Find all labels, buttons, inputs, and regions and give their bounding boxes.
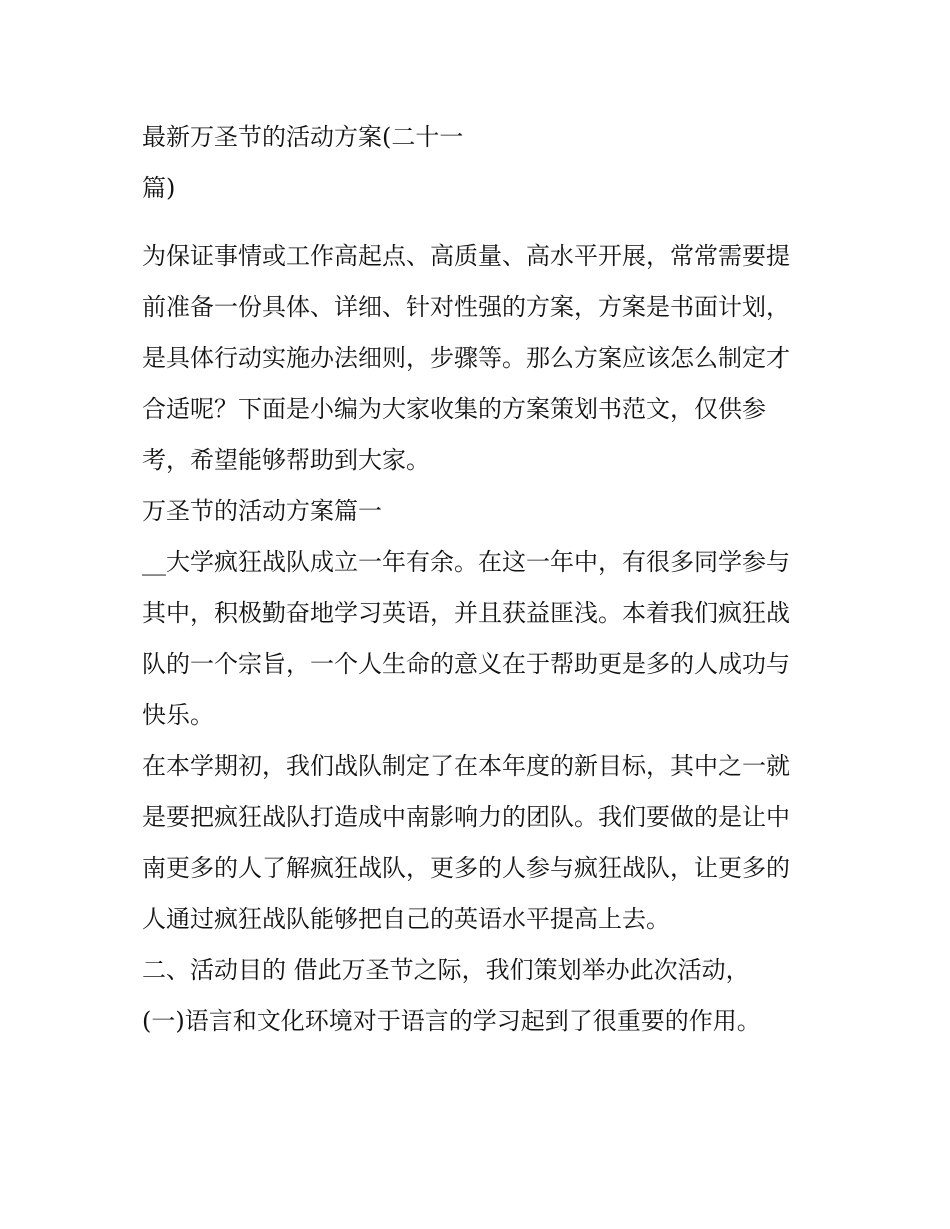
text-line: 二、活动目的 借此万圣节之际，我们策划举办此次活动， xyxy=(142,956,750,984)
body-paragraph xyxy=(142,537,816,741)
body-paragraph xyxy=(142,996,816,1047)
text-line: 前准备一份具体、详细、针对性强的方案，方案是书面计划， xyxy=(142,293,790,321)
document-content xyxy=(142,112,816,1047)
document-title xyxy=(142,112,816,214)
title-line: 最新万圣节的活动方案(二十一 xyxy=(142,123,464,151)
text-line: 在本学期初，我们战队制定了在本年度的新目标，其中之一就 xyxy=(142,752,790,780)
text-line: 是具体行动实施办法细则，步骤等。那么方案应该怎么制定才 xyxy=(142,344,790,372)
text-line: __大学疯狂战队成立一年有余。在这一年中，有很多同学参与 xyxy=(142,548,790,576)
body-paragraph xyxy=(142,741,816,945)
intro-paragraph xyxy=(142,231,816,486)
text-line: 考，希望能够帮助到大家。 xyxy=(142,446,430,474)
text-line: 为保证事情或工作高起点、高质量、高水平开展，常常需要提 xyxy=(142,242,790,270)
text-line: 队的一个宗旨，一个人生命的意义在于帮助更是多的人成功与 xyxy=(142,650,790,678)
section-heading xyxy=(142,486,816,537)
text-line: 快乐。 xyxy=(142,701,214,729)
text-line: 万圣节的活动方案篇一 xyxy=(142,497,382,525)
document-body xyxy=(142,231,816,1047)
text-line: 合适呢？下面是小编为大家收集的方案策划书范文，仅供参 xyxy=(142,395,766,423)
text-line: 人通过疯狂战队能够把自己的英语水平提高上去。 xyxy=(142,905,670,933)
text-line: (一)语言和文化环境对于语言的学习起到了很重要的作用。 xyxy=(142,1007,761,1035)
title-line: 篇) xyxy=(142,174,176,202)
body-paragraph xyxy=(142,945,816,996)
text-line: 其中，积极勤奋地学习英语，并且获益匪浅。本着我们疯狂战 xyxy=(142,599,790,627)
text-line: 南更多的人了解疯狂战队，更多的人参与疯狂战队，让更多的 xyxy=(142,854,790,882)
text-line: 是要把疯狂战队打造成中南影响力的团队。我们要做的是让中 xyxy=(142,803,790,831)
